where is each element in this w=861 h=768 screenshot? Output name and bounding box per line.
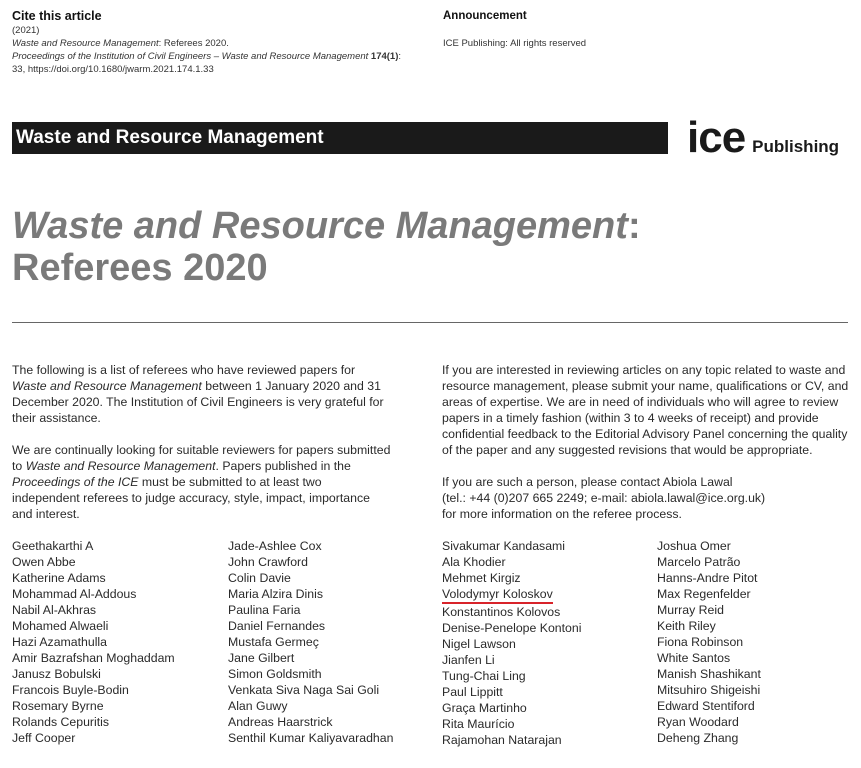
referee-name: Graça Martinho	[442, 701, 527, 715]
cite-proceedings: Proceedings of the Institution of Civil Engineers – Waste and Resource Management 174(1):	[12, 51, 402, 62]
referee-name: Mohammad Al-Addous	[12, 587, 137, 601]
announcement-heading: Announcement	[443, 10, 527, 22]
referee-name: Rolands Cepuritis	[12, 715, 110, 729]
referee-name: Mustafa Germeç	[228, 635, 319, 649]
referee-name: Geethakarthi A	[12, 539, 94, 553]
referee-name: Janusz Bobulski	[12, 667, 101, 681]
citation-block	[12, 10, 432, 76]
referee-name: Marcelo Patrão	[657, 555, 741, 569]
referee-column-2	[228, 538, 393, 746]
referee-name: Maria Alzira Dinis	[228, 587, 323, 601]
referee-name: Jeff Cooper	[12, 731, 76, 745]
referee-name: Andreas Haarstrick	[228, 715, 333, 729]
referee-name: Rita Maurício	[442, 717, 515, 731]
referee-name: Senthil Kumar Kaliyavaradhan	[228, 731, 394, 745]
referee-column-1	[12, 538, 175, 746]
intro-left-column	[12, 362, 392, 538]
cite-year: (2021)	[12, 25, 40, 36]
referee-name: Amir Bazrafshan Moghaddam	[12, 651, 175, 665]
journal-banner: Waste and Resource Management	[12, 122, 668, 154]
title-divider	[12, 322, 848, 323]
referee-name: Ryan Woodard	[657, 715, 739, 729]
cite-article: Waste and Resource Management: Referees 2020.	[12, 38, 229, 49]
intro-paragraph-2: We are continually looking for suitable reviewers for papers submitted to Waste and Resource Management. Papers published in the Proceedings of the ICE must be submitted to at least two independent referees to judge accuracy, style, impact, importance and interest.	[12, 443, 391, 521]
referee-name: Paul Lippitt	[442, 685, 503, 699]
announcement-block	[443, 10, 823, 50]
referee-name: Colin Davie	[228, 571, 291, 585]
referee-column-4	[657, 538, 761, 746]
referee-name: John Crawford	[228, 555, 308, 569]
referee-name: Hazi Azamathulla	[12, 635, 108, 649]
rights-text: ICE Publishing: All rights reserved	[443, 38, 587, 49]
referee-name: Denise-Penelope Kontoni	[442, 621, 582, 635]
contact-paragraph: If you are such a person, please contact Abiola Lawal (tel.: +44 (0)207 665 2249; e-mail: abiola.lawal@ice.org.uk) for more information on the referee process.	[442, 475, 766, 521]
cite-heading: Cite this article	[12, 9, 102, 23]
referee-name: Jane Gilbert	[228, 651, 295, 665]
referee-name: Joshua Omer	[657, 539, 731, 553]
reviewer-call-paragraph: If you are interested in reviewing articles on any topic related to waste and resource management, please submit your name, qualifications or CV, and areas of expertise. We are in need of individuals who will agree to review papers in a timely fashion (within 3 to 4 weeks of receipt) and provide confidential feedback to the Editorial Advisory Panel concerning the quality of the paper and any suggested revisions that would be appropriate.	[442, 363, 849, 457]
referee-name: Tung-Chai Ling	[442, 669, 526, 683]
referee-name: Manish Shashikant	[657, 667, 761, 681]
referee-name: Mehmet Kirgiz	[442, 571, 521, 585]
referee-name: Jianfen Li	[442, 653, 495, 667]
referee-name: Venkata Siva Naga Sai Goli	[228, 683, 380, 697]
referee-name: Edward Stentiford	[657, 699, 755, 713]
referee-name: Owen Abbe	[12, 555, 76, 569]
referee-column-3	[442, 538, 581, 748]
highlighted-referee-name: Volodymyr Koloskov	[442, 587, 553, 604]
referee-name: Daniel Fernandes	[228, 619, 326, 633]
referee-name: Francois Buyle-Bodin	[12, 683, 129, 697]
cite-doi[interactable]: 33, https://doi.org/10.1680/jwarm.2021.174.1.33	[12, 64, 214, 75]
ice-publishing-logo	[687, 113, 840, 162]
referee-name: Konstantinos Kolovos	[442, 605, 561, 619]
referee-name: Ala Khodier	[442, 555, 506, 569]
referee-name: Rajamohan Natarajan	[442, 733, 562, 747]
page-title: Waste and Resource Management: Referees 2020	[12, 205, 641, 289]
intro-paragraph-1: The following is a list of referees who have reviewed papers for Waste and Resource Management between 1 January 2020 and 31 December 2020. The Institution of Civil Engineers is very grateful for their assistance.	[12, 363, 384, 425]
referee-name: Nabil Al-Akhras	[12, 603, 97, 617]
intro-right-column	[442, 362, 854, 538]
referee-name: Mohamed Alwaeli	[12, 619, 109, 633]
referee-name: White Santos	[657, 651, 731, 665]
referee-name: Katherine Adams	[12, 571, 106, 585]
referee-name: Mitsuhiro Shigeishi	[657, 683, 761, 697]
referee-name: Paulina Faria	[228, 603, 301, 617]
referee-name: Nigel Lawson	[442, 637, 516, 651]
referee-name: Deheng Zhang	[657, 731, 739, 745]
referee-name: Hanns-Andre Pitot	[657, 571, 758, 585]
referee-name: Murray Reid	[657, 603, 724, 617]
referee-name: Simon Goldsmith	[228, 667, 322, 681]
referee-name: Alan Guwy	[228, 699, 288, 713]
ice-logo-mark: ice	[687, 113, 746, 162]
ice-logo-text: Publishing	[752, 137, 840, 156]
referee-name: Max Regenfelder	[657, 587, 751, 601]
referee-name: Fiona Robinson	[657, 635, 744, 649]
referee-name: Sivakumar Kandasami	[442, 539, 566, 553]
referee-name: Keith Riley	[657, 619, 716, 633]
referee-name: Rosemary Byrne	[12, 699, 104, 713]
referee-name: Jade-Ashlee Cox	[228, 539, 322, 553]
